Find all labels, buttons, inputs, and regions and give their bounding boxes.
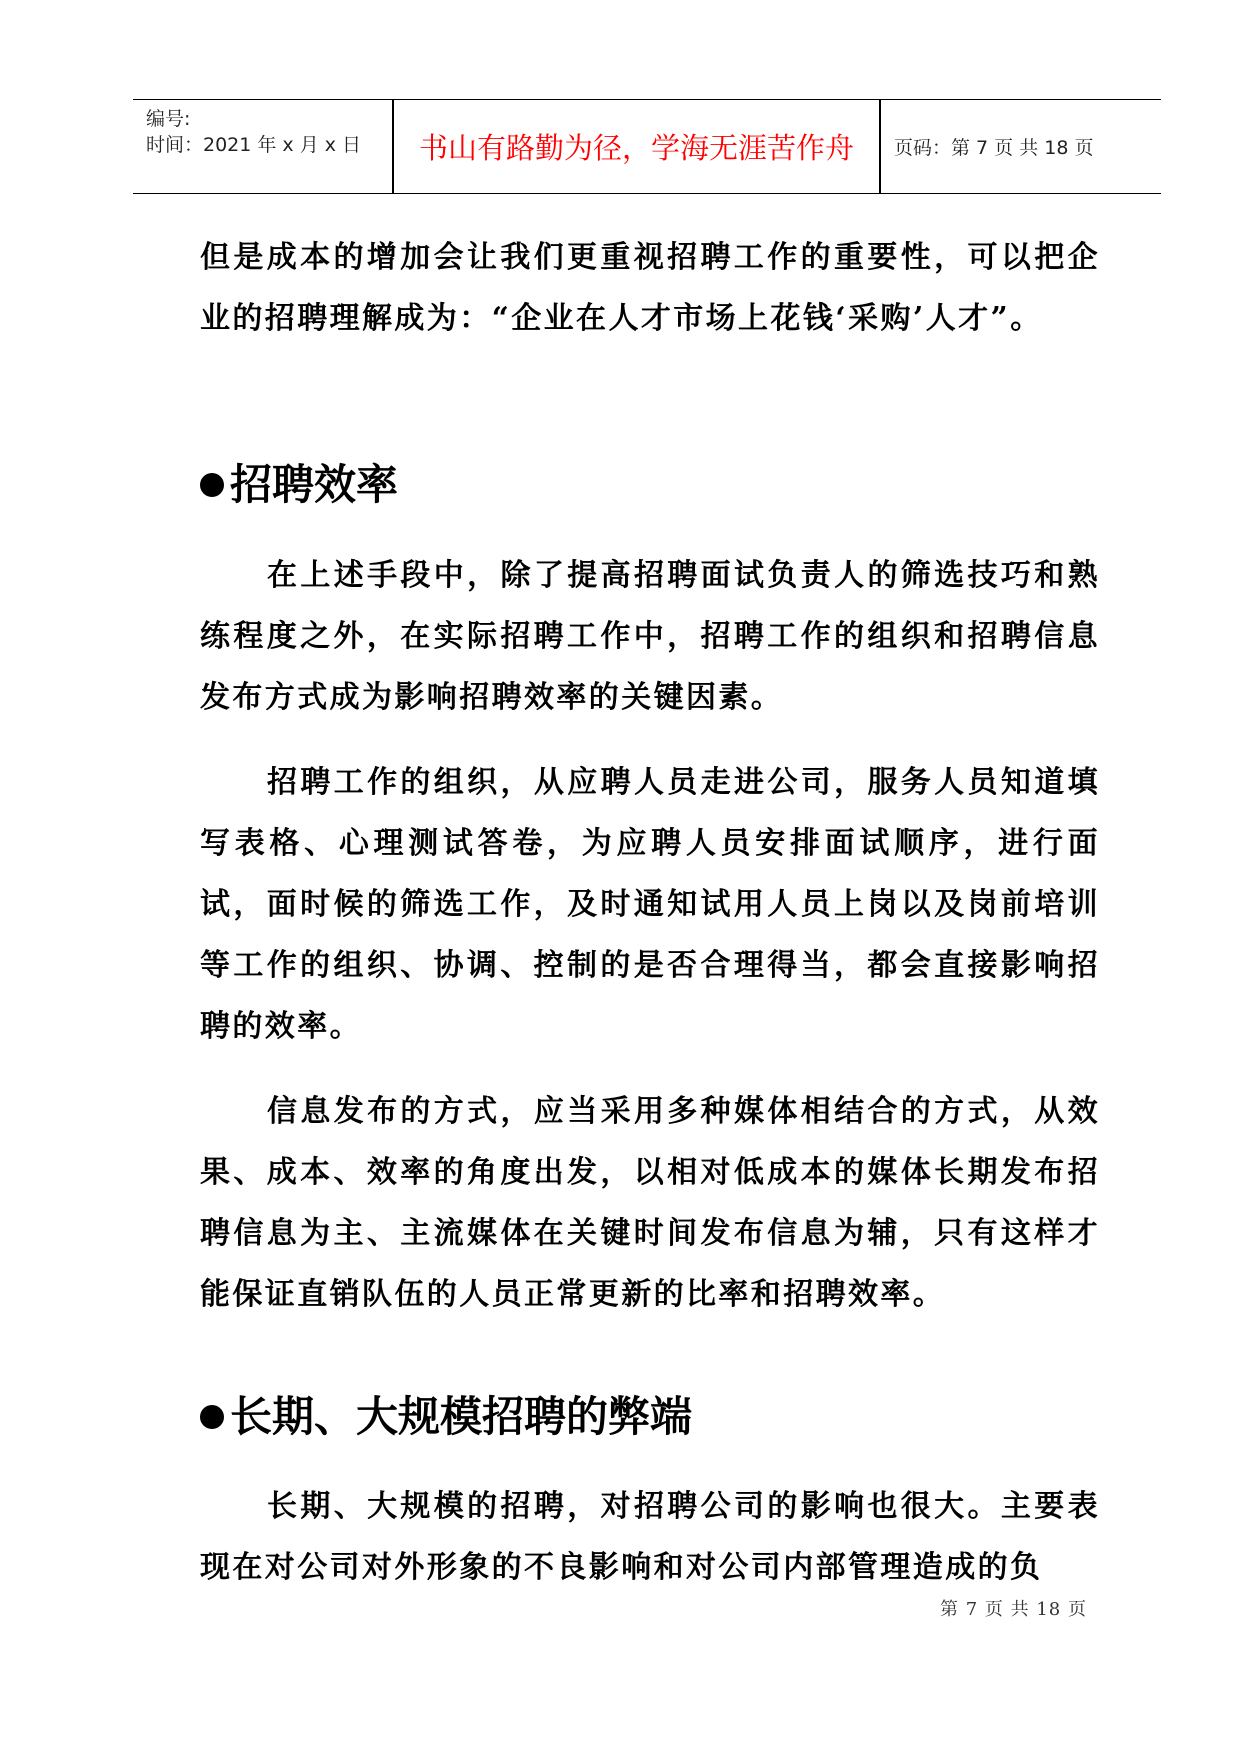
document-time-label: 时间：2021 年 x 月 x 日 [146, 134, 362, 156]
bullet-icon [200, 1405, 224, 1429]
bullet-icon [200, 473, 224, 497]
section-heading [200, 455, 1100, 515]
section-heading [200, 1387, 1100, 1447]
section2-body [200, 1476, 1100, 1598]
header-page-label: 页码：第 7 页 共 18 页 [894, 137, 1094, 159]
page-footer: 第 7 页 共 18 页 [940, 1599, 1087, 1620]
header-meta [133, 100, 393, 193]
section-title: 长期、大规模招聘的弊端 [230, 1392, 693, 1441]
intro-paragraph: 但是成本的增加会让我们更重视招聘工作的重要性，可以把企业的招聘理解成为：“企业在人才市场上花钱‘采购’人才”。 [200, 240, 1100, 336]
header-motto: 书山有路勤为径，学海无涯苦作舟 [418, 131, 854, 165]
document-number-label: 编号: [146, 108, 191, 130]
paragraph: 信息发布的方式，应当采用多种媒体相结合的方式，从效果、成本、效率的角度出发，以相对低成本的媒体长期发布招聘信息为主、主流媒体在关键时间发布信息为辅，只有这样才能保证直销队伍的人员正常更新的比率和招聘效率。 [200, 1094, 1100, 1312]
intro-block [200, 227, 1100, 349]
paragraph: 长期、大规模的招聘，对招聘公司的影响也很大。主要表现在对公司对外形象的不良影响和对公司内部管理造成的负 [200, 1489, 1100, 1585]
header-page-info [881, 100, 1161, 193]
page-header [133, 99, 1161, 194]
paragraph: 招聘工作的组织，从应聘人员走进公司，服务人员知道填写表格、心理测试答卷，为应聘人员安排面试顺序，进行面试，面时候的筛选工作，及时通知试用人员上岗以及岗前培训等工作的组织、协调、控制的是否合理得当，都会直接影响招聘的效率。 [200, 765, 1100, 1044]
paragraph: 在上述手段中，除了提高招聘面试负责人的筛选技巧和熟练程度之外，在实际招聘工作中，招聘工作的组织和招聘信息发布方式成为影响招聘效率的关键因素。 [200, 558, 1100, 715]
section-title: 招聘效率 [230, 460, 399, 509]
section-recruitment-efficiency [200, 455, 1100, 515]
section-long-term-recruitment [200, 1387, 1100, 1447]
section1-body [200, 545, 1100, 1325]
